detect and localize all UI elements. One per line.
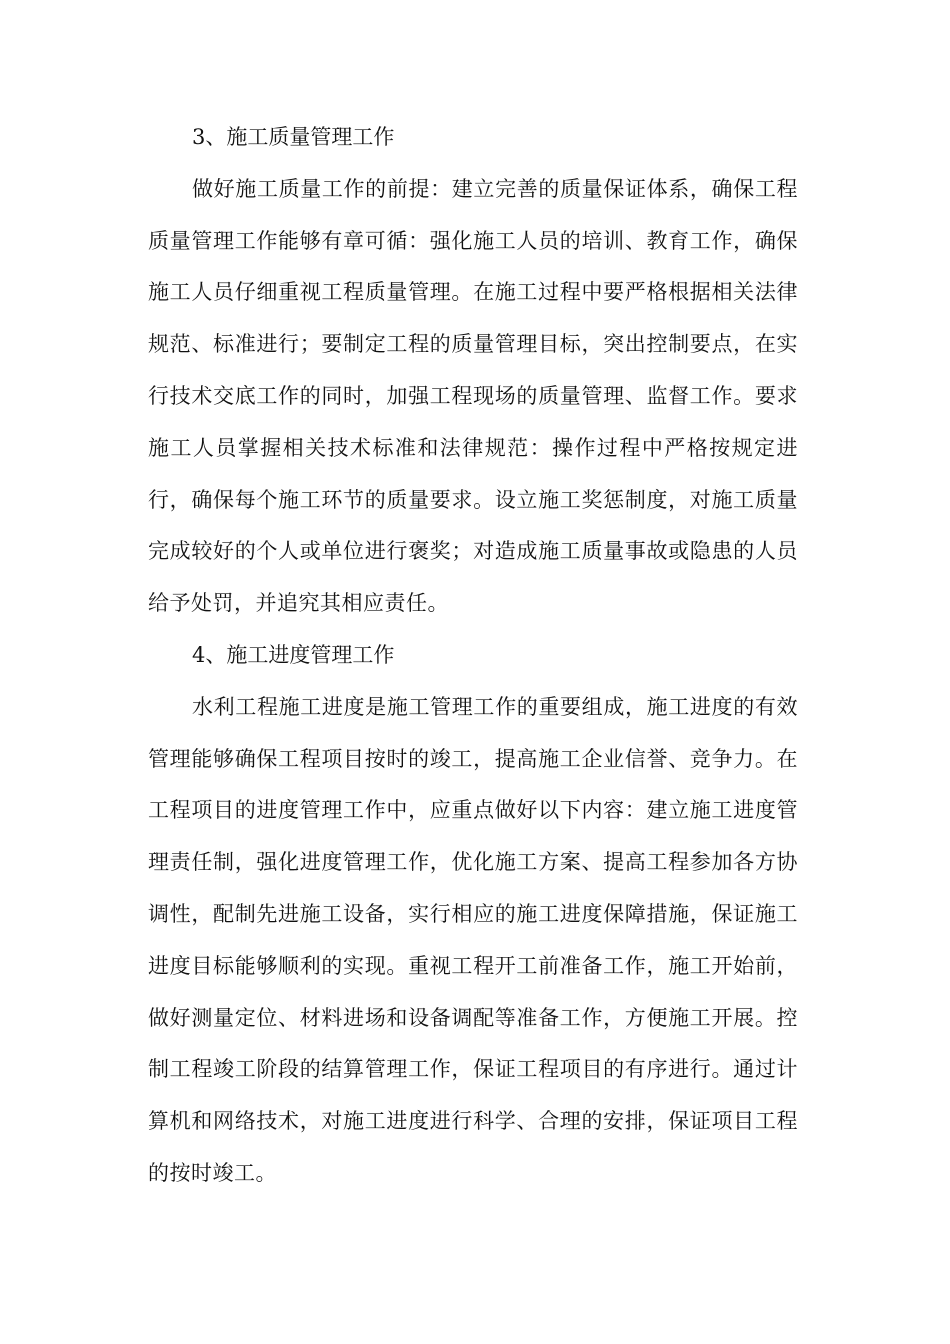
- section-heading-schedule: 4、施工进度管理工作: [192, 642, 395, 667]
- section-heading-quality: 3、施工质量管理工作: [192, 125, 395, 149]
- document-page: [148, 112, 798, 1200]
- section-paragraph-quality: 做好施工质量工作的前提：建立完善的质量保证体系，确保工程质量管理工作能够有章可循：强化施工人员的培训、教育工作，确保施工人员仔细重视工程质量管理。在施工过程中要严格根据相关法律规范、标准进行；要制定工程的质量管理目标，突出控制要点，在实行技术交底工作的同时，加强工程现场的质量管理、监督工作。要求施工人员掌握相关技术标准和法律规范：操作过程中严格按规定进行，确保每个施工环节的质量要求。设立施工奖惩制度，对施工质量完成较好的个人或单位进行褒奖；对造成施工质量事故或隐患的人员给予处罚，并追究其相应责任。: [148, 176, 798, 616]
- section-paragraph-schedule: 水利工程施工进度是施工管理工作的重要组成，施工进度的有效管理能够确保工程项目按时的竣工，提高施工企业信誉、竞争力。在工程项目的进度管理工作中，应重点做好以下内容：建立施工进度管理责任制，强化进度管理工作，优化施工方案、提高工程参加各方协调性，配制先进施工设备，实行相应的施工进度保障措施，保证施工进度目标能够顺利的实现。重视工程开工前准备工作，施工开始前，做好测量定位、材料进场和设备调配等准备工作，方便施工开展。控制工程竣工阶段的结算管理工作，保证工程项目的有序进行。通过计算机和网络技术，对施工进度进行科学、合理的安排，保证项目工程的按时竣工。: [148, 694, 798, 1185]
